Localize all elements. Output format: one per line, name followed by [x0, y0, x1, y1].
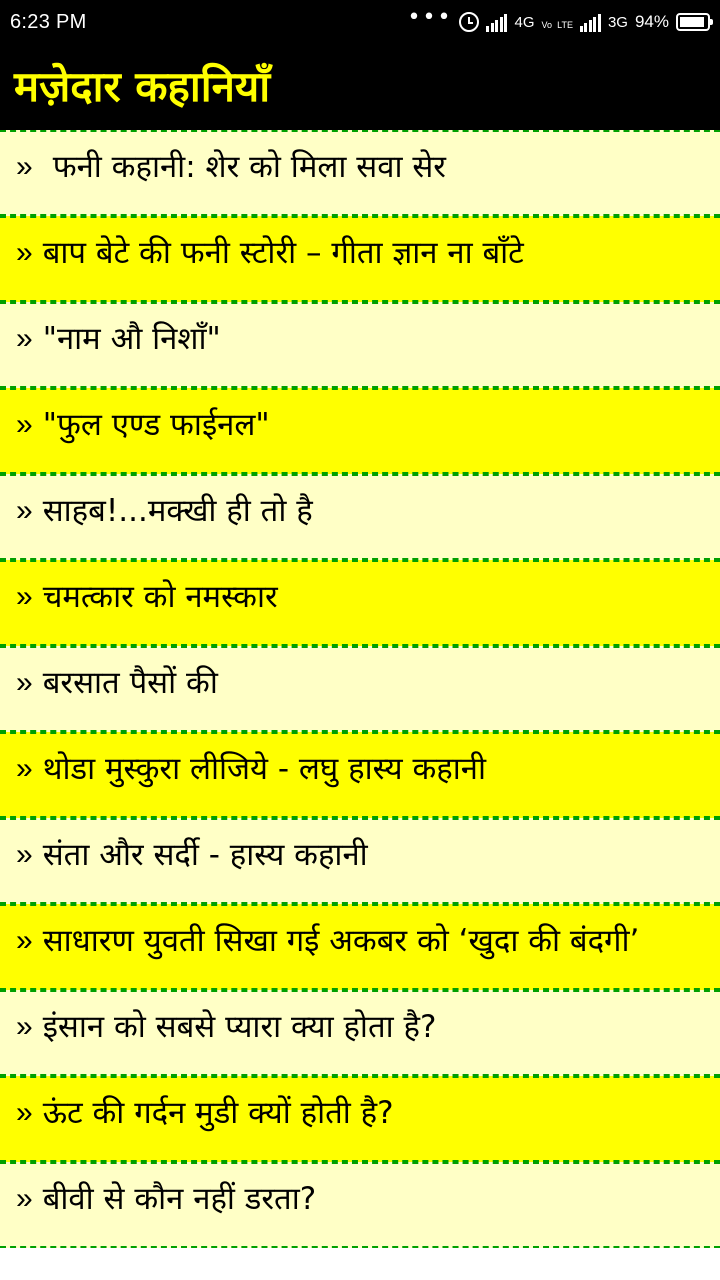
notification-dots-icon: •••: [407, 5, 453, 30]
bullet-icon: »: [16, 150, 33, 183]
signal-strength-sim2-icon: [580, 12, 601, 32]
list-item-label: फनी कहानी: शेर को मिला सवा सेर: [52, 149, 446, 185]
page-title: मज़ेदार कहानियाँ: [14, 61, 271, 111]
list-item[interactable]: [0, 560, 720, 646]
volte-label-bottom: LTE: [557, 19, 573, 30]
bullet-icon: »: [16, 1096, 33, 1129]
list-item[interactable]: [0, 646, 720, 732]
list-item[interactable]: [0, 732, 720, 818]
list-item-label: बाप बेटे की फनी स्टोरी – गीता ज्ञान ना बाँटे: [42, 235, 524, 271]
list-item-label: साधारण युवती सिखा गई अकबर को ‘खुदा की बंदगी’: [42, 923, 640, 959]
list-item-label: चमत्कार को नमस्कार: [42, 579, 278, 615]
list-item-label: इंसान को सबसे प्यारा क्या होता है?: [42, 1009, 437, 1045]
list-item[interactable]: [0, 818, 720, 904]
list-item-label: ऊंट की गर्दन मुडी क्यों होती है?: [42, 1095, 394, 1131]
battery-icon: [676, 13, 710, 31]
bullet-icon: »: [16, 838, 33, 871]
list-item[interactable]: [0, 904, 720, 990]
bullet-icon: »: [16, 752, 33, 785]
list-item[interactable]: [0, 216, 720, 302]
bullet-icon: »: [16, 924, 33, 957]
network-type-sim2-label: 3G: [607, 13, 628, 31]
status-icons: [407, 5, 710, 32]
list-item[interactable]: [0, 130, 720, 216]
list-item-label: "फुल एण्ड फाईनल": [42, 407, 270, 443]
list-item[interactable]: [0, 990, 720, 1076]
volte-label-top: Vo: [541, 19, 553, 30]
bullet-icon: »: [16, 1010, 33, 1043]
list-item-label: थोडा मुस्कुरा लीजिये - लघु हास्य कहानी: [42, 751, 487, 787]
network-type-sim1-label: 4G: [514, 13, 535, 31]
bullet-icon: »: [16, 494, 33, 527]
status-bar: [0, 0, 720, 44]
bullet-icon: »: [16, 1182, 33, 1215]
bullet-icon: »: [16, 580, 33, 613]
list-item[interactable]: [0, 1162, 720, 1248]
signal-strength-sim1-icon: [486, 12, 507, 32]
battery-percent-label: 94%: [634, 12, 669, 31]
volte-icon: [542, 13, 573, 32]
list-item[interactable]: [0, 388, 720, 474]
alarm-icon: [459, 12, 479, 32]
list-item-label: साहब!...मक्खी ही तो है: [42, 493, 313, 529]
app-bar: [0, 44, 720, 130]
list-item[interactable]: [0, 1076, 720, 1162]
list-item-label: बीवी से कौन नहीं डरता?: [42, 1181, 317, 1217]
bullet-icon: »: [16, 408, 33, 441]
list-item[interactable]: [0, 474, 720, 560]
status-clock: 6:23 PM: [10, 10, 87, 33]
bullet-icon: »: [16, 236, 33, 269]
list-item-label: संता और सर्दी - हास्य कहानी: [42, 837, 368, 873]
list-item[interactable]: [0, 302, 720, 388]
story-list[interactable]: [0, 130, 720, 1248]
bullet-icon: »: [16, 322, 33, 355]
list-item-label: "नाम औ निशाँ": [42, 321, 221, 357]
bullet-icon: »: [16, 666, 33, 699]
list-item-label: बरसात पैसों की: [42, 665, 218, 701]
